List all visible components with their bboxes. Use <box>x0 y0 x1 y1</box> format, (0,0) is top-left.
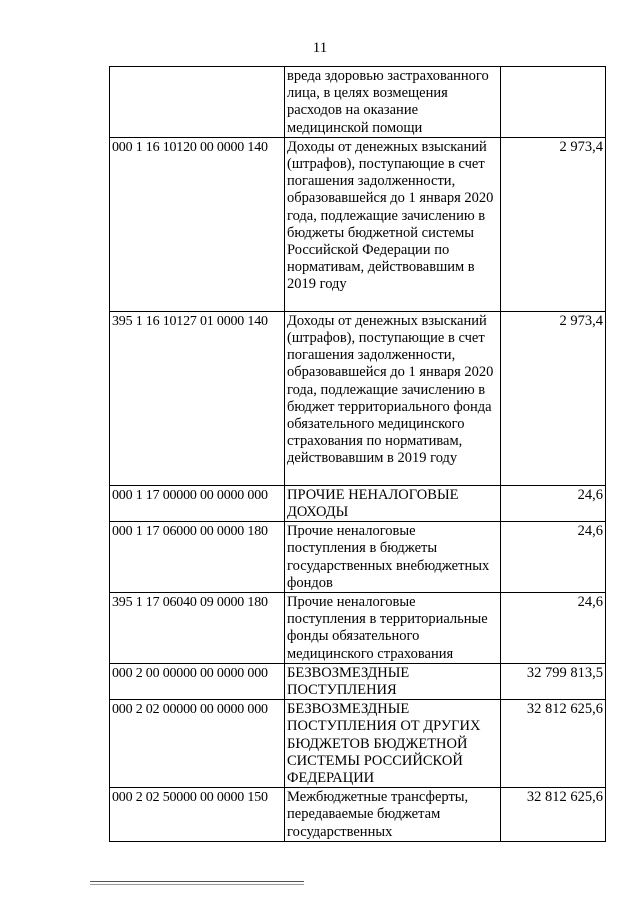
table-row <box>110 522 606 593</box>
amount-cell: 24,6 <box>501 522 606 593</box>
budget-code-cell: 000 2 00 00000 00 0000 000 <box>110 663 285 699</box>
budget-code-cell: 000 1 17 06000 00 0000 180 <box>110 522 285 593</box>
revenue-name-cell: Доходы от денежных взысканий (штрафов), поступающие в счет погашения задолженности, образовавшейся до 1 января 2020 года, подлежащие зачислению в бюджеты бюджетной системы Российской Федерации по нормативам, действовавшим в 2019 году <box>285 137 501 311</box>
table-row <box>110 311 606 485</box>
revenue-name-cell: БЕЗВОЗМЕЗДНЫЕ ПОСТУПЛЕНИЯ <box>285 663 501 699</box>
revenue-name-cell: Прочие неналоговые поступления в территориальные фонды обязательного медицинского страхования <box>285 593 501 664</box>
revenue-name-cell: Межбюджетные трансферты, передаваемые бюджетам государственных <box>285 788 501 842</box>
budget-code-cell: 395 1 16 10127 01 0000 140 <box>110 311 285 485</box>
revenue-name-cell: Прочие неналоговые поступления в бюджеты государственных внебюджетных фондов <box>285 522 501 593</box>
budget-code-cell: 000 2 02 00000 00 0000 000 <box>110 700 285 788</box>
revenue-name-cell: вреда здоровью застрахованного лица, в целях возмещения расходов на оказание медицинской помощи <box>285 67 501 138</box>
budget-code-cell: 395 1 17 06040 09 0000 180 <box>110 593 285 664</box>
table-row <box>110 67 606 138</box>
amount-cell <box>501 67 606 138</box>
table-row <box>110 593 606 664</box>
amount-cell: 32 799 813,5 <box>501 663 606 699</box>
amount-cell: 2 973,4 <box>501 311 606 485</box>
budget-revenue-table <box>109 66 606 842</box>
table-row <box>110 663 606 699</box>
budget-code-cell: 000 1 17 00000 00 0000 000 <box>110 485 285 521</box>
revenue-name-cell: ПРОЧИЕ НЕНАЛОГОВЫЕ ДОХОДЫ <box>285 485 501 521</box>
footer-divider <box>90 881 304 882</box>
table-row <box>110 137 606 311</box>
page-number: 11 <box>312 40 328 56</box>
amount-cell: 24,6 <box>501 485 606 521</box>
amount-cell: 32 812 625,6 <box>501 788 606 842</box>
budget-code-cell <box>110 67 285 138</box>
table-row <box>110 788 606 842</box>
amount-cell: 24,6 <box>501 593 606 664</box>
amount-cell: 32 812 625,6 <box>501 700 606 788</box>
revenue-name-cell: Доходы от денежных взысканий (штрафов), поступающие в счет погашения задолженности, образовавшейся до 1 января 2020 года, подлежащие зачислению в бюджет территориального фонда обязательного медицинского страхования по нормативам, действовавшим в 2019 году <box>285 311 501 485</box>
budget-code-cell: 000 1 16 10120 00 0000 140 <box>110 137 285 311</box>
footer-divider <box>90 884 304 885</box>
amount-cell: 2 973,4 <box>501 137 606 311</box>
budget-code-cell: 000 2 02 50000 00 0000 150 <box>110 788 285 842</box>
table-row <box>110 485 606 521</box>
table-row <box>110 700 606 788</box>
revenue-name-cell: БЕЗВОЗМЕЗДНЫЕ ПОСТУПЛЕНИЯ ОТ ДРУГИХ БЮДЖЕТОВ БЮДЖЕТНОЙ СИСТЕМЫ РОССИЙСКОЙ ФЕДЕРАЦИИ <box>285 700 501 788</box>
